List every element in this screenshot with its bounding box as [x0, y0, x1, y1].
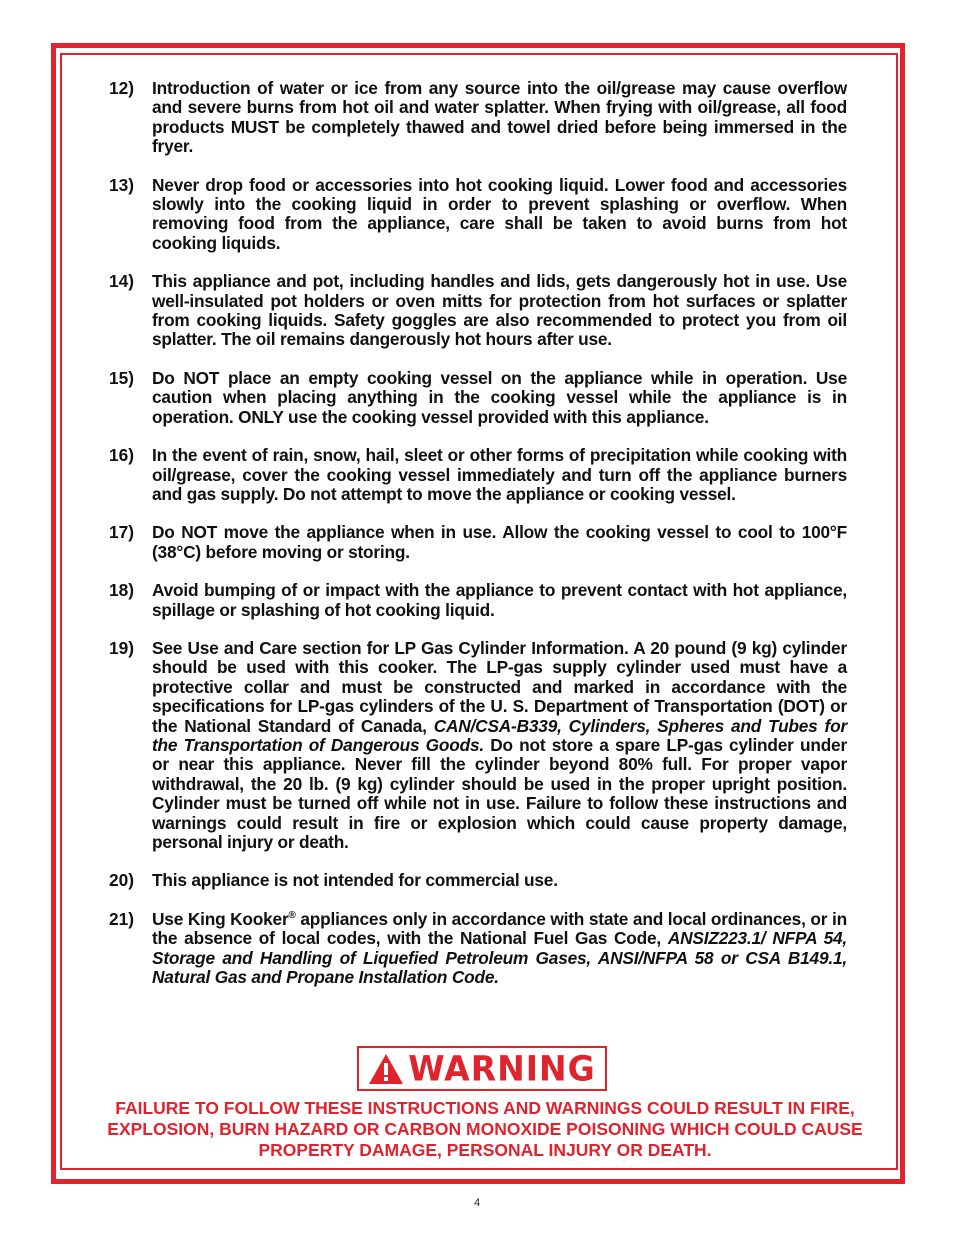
- list-item-codes: [109, 910, 847, 988]
- item-text: Do NOT place an empty cooking vessel on the appliance while in operation. Use caution when placing anything in the cooking vessel while the appliance is in operation. ONLY use the cooking vessel provided with this appliance.: [152, 367, 847, 427]
- item-number: 16): [109, 445, 134, 466]
- item-text: Introduction of water or ice from any source into the oil/grease may cause overflow and severe burns from hot oil and water splatter. When frying with oil/grease, all food products MUST be completely thawed and towel dried before being immersed in the fryer.: [152, 78, 847, 157]
- item-text: Never drop food or accessories into hot cooking liquid. Lower food and accessories slowly into the cooking liquid in order to prevent splashing or overflow. When removing food from the appliance, care shall be taken to avoid burns from hot cooking liquids.: [152, 174, 847, 253]
- list-item: [109, 446, 847, 504]
- item-number: 17): [109, 522, 134, 543]
- item-number: 15): [109, 367, 134, 388]
- warning-banner: [357, 1046, 607, 1091]
- item-text: This appliance and pot, including handles and lids, gets dangerously hot in use. Use well-insulated pot holders or oven mitts for protection from hot surfaces or splatter from cooking liquids. Safety goggles are also recommended to protect you from oil splatter. The oil remains dangerously hot hours after use.: [152, 271, 847, 350]
- list-item: [109, 176, 847, 254]
- item-text: This appliance is not intended for commercial use.: [152, 870, 558, 891]
- standard-citation: CAN/CSA-B339, Cylinders, Spheres and Tubes for the Transportation of Dangerous Goods.: [152, 715, 847, 755]
- item-number: 19): [109, 637, 134, 658]
- item-text: Avoid bumping of or impact with the appliance to prevent contact with hot appliance, spillage or splashing of hot cooking liquid.: [152, 580, 847, 620]
- item-number: 14): [109, 271, 134, 292]
- list-item: [109, 523, 847, 562]
- item-text: Do NOT move the appliance when in use. Allow the cooking vessel to cool to 100°F (38°C) before moving or storing.: [152, 522, 847, 562]
- list-item: [109, 272, 847, 350]
- list-item: [109, 871, 847, 890]
- item-number: 12): [109, 78, 134, 98]
- item-text-part: Do not store a spare LP-gas cylinder under or near this appliance. Never fill the cylinder beyond 80% full. For proper vapor withdrawal, the 20 lb. (9 kg) cylinder should be used in the proper upright position. Cylinder must be turned off while not in use. Failure to follow these instructions and warnings could result in fire or explosion which could cause property damage, personal injury or death.: [152, 734, 847, 852]
- warning-triangle-icon: [368, 1053, 404, 1085]
- item-text-part: Use King Kooker: [152, 908, 289, 929]
- warning-message: FAILURE TO FOLLOW THESE INSTRUCTIONS AND WARNINGS COULD RESULT IN FIRE, EXPLOSION, BURN HAZARD OR CARBON MONOXIDE POISONING WHICH COULD CAUSE PROPERTY DAMAGE, PERSONAL INJURY OR DEATH.: [107, 1098, 863, 1160]
- standard-citation: ANSIZ223.1/ NFPA 54, Storage and Handling of Liquefied Petroleum Gases, ANSI/NFPA 58 or CSA B149.1, Natural Gas and Propane Installation Code.: [152, 928, 847, 988]
- safety-instructions-list: [109, 79, 847, 1006]
- item-text-part: See Use and Care section for LP Gas Cylinder Information. A 20 pound (9 kg) cylinder should be used with this cooker. The LP-gas supply cylinder used must have a protective collar and must be constructed and marked in accordance with the specifications for LP-gas cylinders of the U. S. Department of Transportation (DOT) or the National Standard of Canada,: [152, 637, 847, 736]
- item-text-part: appliances only in accordance with state and local ordinances, or in the absence of local codes, with the National Fuel Gas Code,: [152, 908, 847, 949]
- item-text: [152, 910, 847, 988]
- list-item-lp-cylinder: [109, 639, 847, 852]
- item-text: [152, 639, 847, 852]
- item-number: 21): [109, 908, 134, 929]
- item-number: 18): [109, 580, 134, 601]
- registered-mark: ®: [288, 910, 296, 922]
- list-item: [109, 581, 847, 620]
- item-number: 13): [109, 174, 134, 195]
- item-text: In the event of rain, snow, hail, sleet or other forms of precipitation while cooking with oil/grease, cover the cooking vessel immediately and turn off the appliance burners and gas supply. Do not attempt to move the appliance or cooking vessel.: [152, 445, 847, 504]
- list-item: [109, 369, 847, 427]
- warning-label: WARNING: [408, 1048, 596, 1089]
- list-item: [109, 79, 847, 157]
- item-number: 20): [109, 870, 134, 891]
- page-number: 4: [473, 1197, 481, 1209]
